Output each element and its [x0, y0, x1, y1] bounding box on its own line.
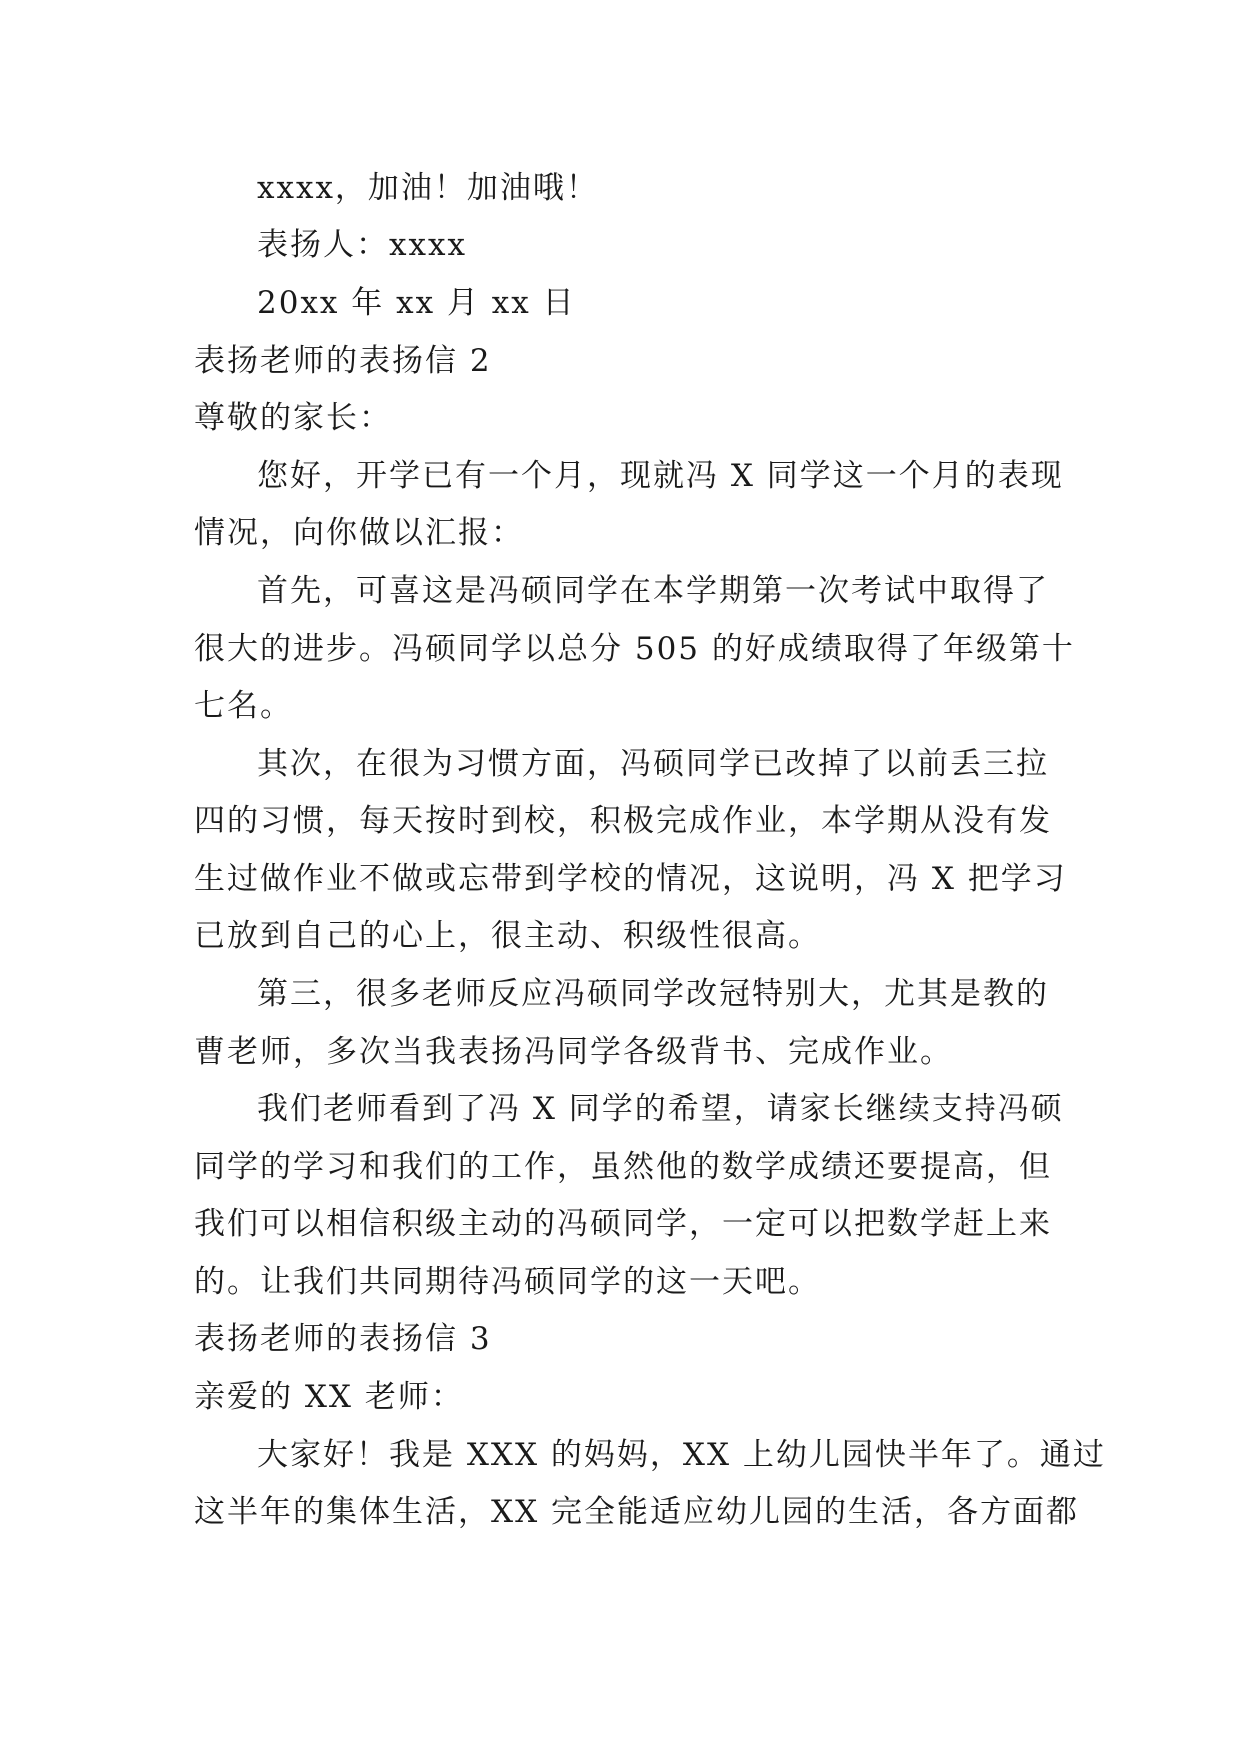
- paragraph-line: 曹老师，多次当我表扬冯同学各级背书、完成作业。: [194, 1034, 953, 1070]
- paragraph-line: 您好，开学已有一个月，现就冯 X 同学这一个月的表现: [257, 458, 1064, 494]
- paragraph-line: 四的习惯，每天按时到校，积极完成作业，本学期从没有发: [194, 803, 1052, 839]
- date-line: 20xx 年 xx 月 xx 日: [257, 285, 576, 321]
- paragraph-line: 其次，在很为习惯方面，冯硕同学已改掉了以前丢三拉: [257, 746, 1049, 782]
- paragraph-line: 生过做作业不做或忘带到学校的情况，这说明，冯 X 把学习: [194, 861, 1067, 897]
- paragraph-line: 很大的进步。冯硕同学以总分 505 的好成绩取得了年级第十: [194, 631, 1075, 667]
- paragraph-line: 大家好！我是 XXX 的妈妈，XX 上幼儿园快半年了。通过: [257, 1437, 1106, 1473]
- paragraph-line: 的。让我们共同期待冯硕同学的这一天吧。: [194, 1264, 821, 1300]
- paragraph-line: 同学的学习和我们的工作，虽然他的数学成绩还要提高，但: [194, 1149, 1052, 1185]
- paragraph-line: 情况，向你做以汇报：: [194, 515, 524, 551]
- paragraph-line: 七名。: [194, 688, 293, 724]
- letter-2-heading: 表扬老师的表扬信 2: [194, 343, 492, 379]
- signer-line: 表扬人：xxxx: [257, 227, 467, 263]
- letter-3-heading: 表扬老师的表扬信 3: [194, 1321, 492, 1357]
- paragraph-line: 首先，可喜这是冯硕同学在本学期第一次考试中取得了: [257, 573, 1049, 609]
- paragraph-line: 这半年的集体生活，XX 完全能适应幼儿园的生活，各方面都: [194, 1494, 1079, 1530]
- closing-cheer-line: xxxx，加油！加油哦！: [257, 170, 599, 206]
- paragraph-line: 我们可以相信积级主动的冯硕同学，一定可以把数学赶上来: [194, 1206, 1052, 1242]
- letter-2-salutation: 尊敬的家长：: [194, 400, 392, 436]
- paragraph-line: 第三，很多老师反应冯硕同学改冠特别大，尤其是教的: [257, 976, 1049, 1012]
- letter-3-salutation: 亲爱的 XX 老师：: [194, 1379, 464, 1415]
- paragraph-line: 我们老师看到了冯 X 同学的希望，请家长继续支持冯硕: [257, 1091, 1064, 1127]
- paragraph-line: 已放到自己的心上，很主动、积级性很高。: [194, 918, 821, 954]
